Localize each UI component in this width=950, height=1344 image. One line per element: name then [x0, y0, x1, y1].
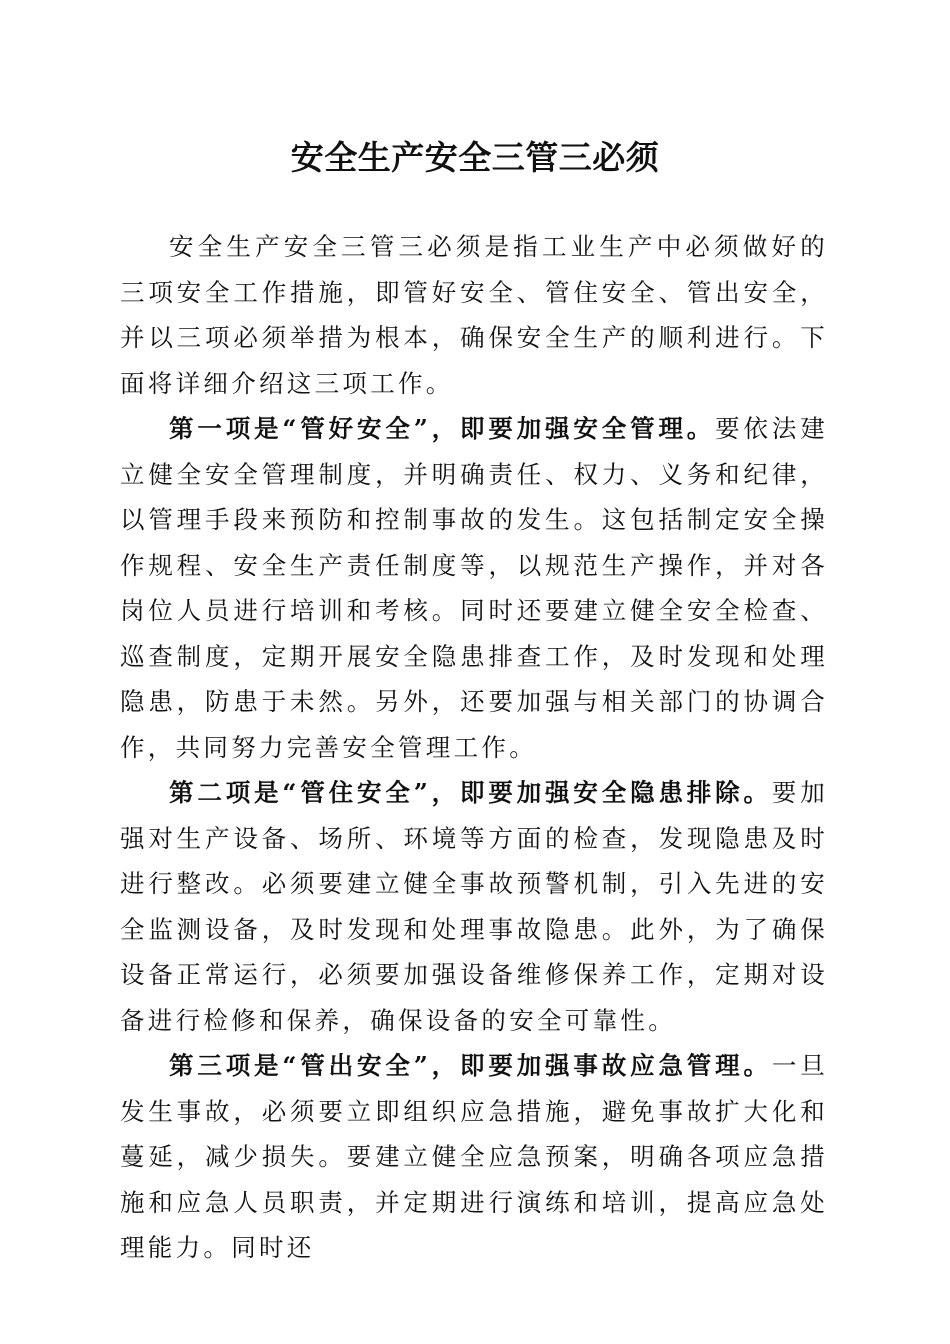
paragraph-item-1-text: 要依法建立健全安全管理制度，并明确责任、权力、义务和纪律，以管理手段来预防和控制事故的发生。这包括制定安全操作规程、安全生产责任制度等，以规范生产操作，并对各岗位人员进行培训和考核。同时还要建立健全安全检查、巡查制度，定期开展安全隐患排查工作，及时发现和处理隐患，防患于未然。另外，还要加强与相关部门的协调合作，共同努力完善安全管理工作。: [120, 414, 829, 762]
paragraph-item-2-lead: 第二项是“管住安全”，即要加强安全隐患排除。: [169, 778, 772, 807]
paragraph-item-2-text: 要加强对生产设备、场所、环境等方面的检查，发现隐患及时进行整改。必须要建立健全事故预警机制，引入先进的安全监测设备，及时发现和处理事故隐患。此外，为了确保设备正常运行，必须要加强设备维修保养工作，定期对设备进行检修和保养，确保设备的安全可靠性。: [120, 778, 828, 1035]
document-title: 安全生产安全三管三必须: [290, 138, 660, 177]
paragraph-item-1: [120, 406, 828, 770]
paragraph-item-2: [120, 770, 828, 1043]
paragraph-item-1-lead: 第一项是“管好安全”，即要加强安全管理。: [169, 414, 716, 443]
paragraph-intro: [120, 224, 828, 406]
paragraph-item-3: [120, 1043, 828, 1271]
paragraph-item-3-lead: 第三项是“管出安全”，即要加强事故应急管理。: [169, 1051, 772, 1080]
document-body: [120, 224, 828, 1271]
paragraph-item-3-text: 一旦发生事故，必须要立即组织应急措施，避免事故扩大化和蔓延，减少损失。要建立健全应急预案，明确各项应急措施和应急人员职责，并定期进行演练和培训，提高应急处理能力。同时还: [120, 1051, 828, 1262]
paragraph-intro-text: 安全生产安全三管三必须是指工业生产中必须做好的三项安全工作措施，即管好安全、管住安全、管出安全，并以三项必须举措为根本，确保安全生产的顺利进行。下面将详细介绍这三项工作。: [120, 232, 828, 398]
